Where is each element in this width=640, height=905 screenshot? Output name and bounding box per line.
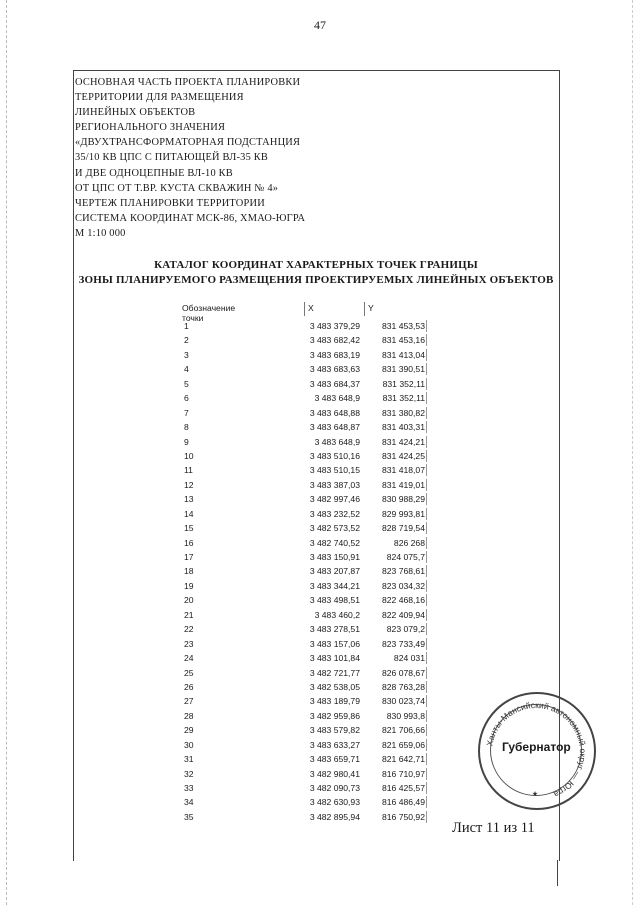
header-line: «ДВУХТРАНСФОРМАТОРНАЯ ПОДСТАНЦИЯ [75, 137, 301, 149]
cell-border [426, 421, 427, 433]
cell-border [426, 652, 427, 664]
cell-border [426, 623, 427, 635]
cell-border [426, 378, 427, 390]
point-number-cell: 19 [184, 580, 194, 591]
y-coordinate-cell: 831 413,04 [381, 349, 425, 360]
point-number-cell: 7 [184, 407, 189, 418]
x-coordinate-cell: 3 483 101,84 [309, 653, 360, 664]
y-coordinate-cell: 831 453,53 [381, 321, 425, 331]
x-coordinate-cell: 3 483 379,29 [309, 321, 360, 331]
x-coordinate-cell: 3 483 344,21 [309, 580, 360, 591]
point-number-cell: 3 [184, 349, 189, 360]
x-coordinate-cell: 3 482 573,52 [309, 523, 360, 534]
x-coordinate-cell: 3 482 721,77 [309, 667, 360, 678]
y-coordinate-cell: 822 468,16 [381, 595, 425, 606]
stamp-title: Губернатор [502, 740, 571, 754]
header-line: ОСНОВНАЯ ЧАСТЬ ПРОЕКТА ПЛАНИРОВКИ [75, 77, 301, 88]
x-coordinate-cell: 3 483 278,51 [309, 624, 360, 635]
point-number-cell: 18 [184, 566, 194, 577]
point-number-cell: 32 [184, 768, 194, 779]
y-coordinate-cell: 823 079,2 [386, 624, 425, 635]
point-number-cell: 5 [184, 378, 189, 389]
point-number-cell: 23 [184, 638, 194, 649]
page-edge-right [632, 0, 633, 905]
y-coordinate-cell: 823 034,32 [381, 580, 425, 591]
y-coordinate-cell: 824 075,7 [386, 552, 425, 562]
catalog-title [75, 258, 557, 288]
point-number-cell: 25 [184, 667, 194, 678]
x-coordinate-cell: 3 483 683,63 [309, 364, 360, 375]
y-coordinate-cell: 816 425,57 [381, 783, 425, 793]
cell-border [426, 334, 427, 346]
y-coordinate-cell: 831 352,11 [382, 393, 425, 404]
governor-stamp [478, 692, 598, 812]
y-coordinate-cell: 828 719,54 [381, 523, 425, 534]
cell-border [426, 537, 427, 549]
cell-border [426, 363, 427, 375]
x-coordinate-cell: 3 483 682,42 [309, 335, 360, 346]
x-coordinate-cell: 3 483 648,9 [314, 436, 360, 447]
y-coordinate-cell: 826 078,67 [381, 667, 425, 678]
point-number-cell: 16 [184, 537, 194, 548]
point-number-cell: 1 [184, 321, 189, 331]
sheet-label: Лист 11 из 11 [452, 820, 535, 836]
point-number-cell: 9 [184, 436, 189, 447]
y-coordinate-cell: 831 380,82 [381, 407, 425, 418]
y-coordinate-cell: 816 750,92 [381, 811, 425, 822]
cell-border [426, 320, 427, 332]
cell-border [426, 551, 427, 563]
x-coordinate-cell: 3 483 683,19 [309, 349, 360, 360]
column-header-point: Обозначение точки [182, 303, 236, 323]
column-header-y: Y [368, 303, 374, 313]
cell-border [426, 796, 427, 808]
header-line: 35/10 КВ ЦПС С ПИТАЮЩЕЙ ВЛ-35 КВ [75, 152, 269, 164]
cell-border [426, 724, 427, 736]
point-number-cell: 4 [184, 364, 189, 375]
y-coordinate-cell: 826 268 [393, 537, 425, 548]
point-number-cell: 33 [184, 783, 194, 793]
page-number: 47 [314, 18, 326, 32]
x-coordinate-cell: 3 482 630,93 [309, 797, 360, 808]
y-coordinate-cell: 831 418,07 [381, 465, 425, 476]
cell-border [426, 710, 427, 722]
drawing-frame-tail [557, 860, 558, 886]
x-coordinate-cell: 3 483 498,51 [309, 595, 360, 606]
cell-border [426, 407, 427, 419]
point-number-cell: 2 [184, 335, 189, 346]
x-coordinate-cell: 3 483 150,91 [309, 552, 360, 562]
x-coordinate-cell: 3 483 510,15 [309, 465, 360, 476]
point-number-cell: 26 [184, 681, 194, 692]
cell-border [426, 450, 427, 462]
x-coordinate-cell: 3 483 633,27 [309, 739, 360, 750]
point-number-cell: 12 [184, 479, 194, 490]
x-coordinate-cell: 3 483 207,87 [309, 566, 360, 577]
x-coordinate-cell: 3 483 648,88 [309, 407, 360, 418]
point-number-cell: 17 [184, 552, 194, 562]
point-number-cell: 14 [184, 508, 194, 519]
column-separator [304, 302, 305, 316]
cell-border [426, 522, 427, 534]
cell-border [426, 739, 427, 751]
cell-border [426, 782, 427, 794]
x-coordinate-cell: 3 482 980,41 [309, 768, 360, 779]
header-block [75, 75, 305, 241]
y-coordinate-cell: 831 453,16 [381, 335, 425, 346]
cell-border [426, 565, 427, 577]
point-number-cell: 31 [184, 754, 194, 765]
header-line: РЕГИОНАЛЬНОГО ЗНАЧЕНИЯ [75, 122, 226, 134]
cell-border [426, 436, 427, 448]
header-line: ОТ ЦПС ОТ Т.ВР. КУСТА СКВАЖИН № 4» [75, 182, 279, 194]
x-coordinate-cell: 3 483 387,03 [309, 479, 360, 490]
point-number-cell: 8 [184, 422, 189, 433]
point-number-cell: 24 [184, 653, 194, 664]
cell-border [426, 508, 427, 520]
stamp-ring-label: Ханты-Мансийский автономный округ — Югра [484, 699, 589, 800]
y-coordinate-cell: 831 424,25 [381, 450, 425, 461]
y-coordinate-cell: 831 403,31 [381, 422, 425, 433]
cell-border [426, 349, 427, 361]
point-number-cell: 13 [184, 494, 194, 505]
point-number-cell: 29 [184, 725, 194, 736]
y-coordinate-cell: 821 642,71 [381, 754, 425, 765]
point-number-cell: 21 [184, 609, 194, 620]
point-number-cell: 20 [184, 595, 194, 606]
cell-border [426, 594, 427, 606]
cell-border [426, 493, 427, 505]
cell-border [426, 695, 427, 707]
y-coordinate-cell: 821 659,06 [381, 739, 425, 750]
point-number-cell: 28 [184, 710, 194, 721]
x-coordinate-cell: 3 482 538,05 [309, 681, 360, 692]
y-coordinate-cell: 830 993,8 [386, 710, 425, 721]
y-coordinate-cell: 830 023,74 [381, 696, 425, 707]
header-line: М 1:10 000 [75, 227, 126, 239]
header-line: ЧЕРТЕЖ ПЛАНИРОВКИ ТЕРРИТОРИИ [75, 197, 265, 209]
point-number-cell: 6 [184, 393, 189, 404]
catalog-title-line-1: КАТАЛОГ КООРДИНАТ ХАРАКТЕРНЫХ ТОЧЕК ГРАНИЦЫ [154, 259, 478, 271]
x-coordinate-cell: 3 483 579,82 [309, 725, 360, 736]
y-coordinate-cell: 828 763,28 [381, 681, 425, 692]
x-coordinate-cell: 3 483 510,16 [309, 450, 360, 461]
y-coordinate-cell: 824 031 [393, 653, 425, 664]
x-coordinate-cell: 3 483 684,37 [309, 378, 360, 389]
point-number-cell: 35 [184, 811, 194, 822]
y-coordinate-cell: 821 706,66 [381, 725, 425, 736]
x-coordinate-cell: 3 483 659,71 [309, 754, 360, 765]
y-coordinate-cell: 823 733,49 [381, 638, 425, 649]
cell-border [426, 464, 427, 476]
point-number-cell: 34 [184, 797, 194, 808]
x-coordinate-cell: 3 483 648,87 [309, 422, 360, 433]
x-coordinate-cell: 3 482 895,94 [309, 811, 360, 822]
point-number-cell: 27 [184, 696, 194, 707]
cell-border [426, 681, 427, 693]
point-number-cell: 30 [184, 739, 194, 750]
header-line: ЛИНЕЙНЫХ ОБЪЕКТОВ [75, 107, 196, 119]
stamp-star-icon: ★ [531, 790, 539, 798]
x-coordinate-cell: 3 482 959,86 [309, 710, 360, 721]
header-line: ТЕРРИТОРИИ ДЛЯ РАЗМЕЩЕНИЯ [75, 92, 244, 104]
y-coordinate-cell: 831 390,51 [381, 364, 425, 375]
x-coordinate-cell: 3 483 157,06 [309, 638, 360, 649]
cell-border [426, 811, 427, 823]
y-coordinate-cell: 816 486,49 [381, 797, 425, 808]
y-coordinate-cell: 831 424,21 [381, 436, 425, 447]
cell-border [426, 638, 427, 650]
y-coordinate-cell: 829 993,81 [381, 508, 425, 519]
y-coordinate-cell: 823 768,61 [381, 566, 425, 577]
x-coordinate-cell: 3 482 090,73 [309, 783, 360, 793]
x-coordinate-cell: 3 483 460,2 [314, 609, 360, 620]
x-coordinate-cell: 3 483 232,52 [309, 508, 360, 519]
y-coordinate-cell: 831 352,11 [382, 378, 425, 389]
y-coordinate-cell: 831 419,01 [381, 479, 425, 490]
y-coordinate-cell: 822 409,94 [381, 609, 425, 620]
catalog-title-line-2: ЗОНЫ ПЛАНИРУЕМОГО РАЗМЕЩЕНИЯ ПРОЕКТИРУЕМЫХ ЛИНЕЙНЫХ ОБЪЕКТОВ [78, 274, 554, 286]
x-coordinate-cell: 3 482 997,46 [309, 494, 360, 505]
y-coordinate-cell: 830 988,29 [381, 494, 425, 505]
cell-border [426, 768, 427, 780]
point-number-cell: 10 [184, 450, 194, 461]
point-number-cell: 11 [184, 465, 193, 476]
cell-border [426, 667, 427, 679]
column-header-x: X [308, 303, 314, 313]
header-line: СИСТЕМА КООРДИНАТ МСК-86, ХМАО-ЮГРА [75, 212, 306, 224]
cell-border [426, 580, 427, 592]
cell-border [426, 609, 427, 621]
x-coordinate-cell: 3 483 648,9 [314, 393, 360, 404]
point-number-cell: 15 [184, 523, 194, 534]
cell-border [426, 753, 427, 765]
header-line: И ДВЕ ОДНОЦЕПНЫЕ ВЛ-10 КВ [75, 167, 233, 179]
y-coordinate-cell: 816 710,97 [381, 768, 425, 779]
x-coordinate-cell: 3 482 740,52 [309, 537, 360, 548]
point-number-cell: 22 [184, 624, 194, 635]
cell-border [426, 479, 427, 491]
page-edge-left [6, 0, 7, 905]
column-separator [364, 302, 365, 316]
cell-border [426, 392, 427, 404]
x-coordinate-cell: 3 483 189,79 [309, 696, 360, 707]
